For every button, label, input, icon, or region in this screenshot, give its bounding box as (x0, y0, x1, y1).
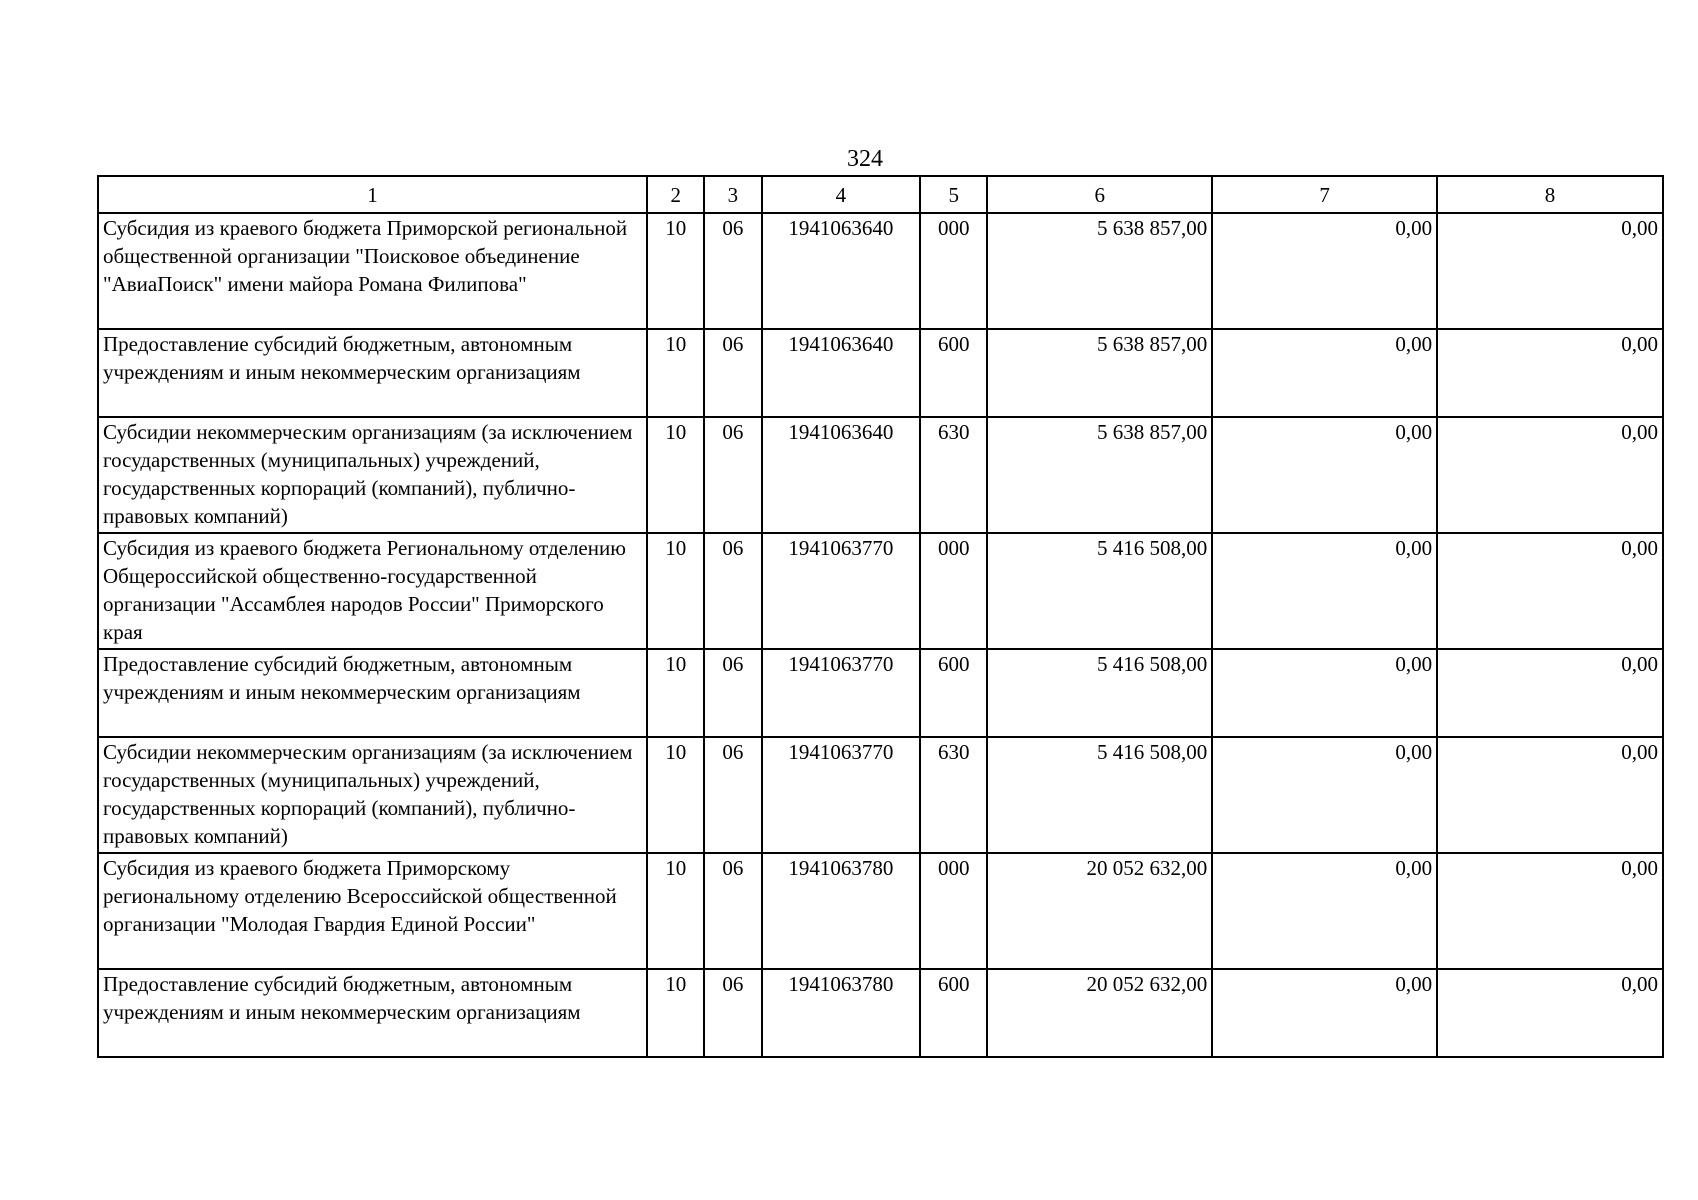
section-code: 10 (647, 213, 704, 329)
section-code: 10 (647, 737, 704, 853)
amount-col7: 0,00 (1212, 533, 1437, 649)
amount-col7: 0,00 (1212, 649, 1437, 737)
section-code: 10 (647, 649, 704, 737)
table-row (98, 853, 1663, 969)
table-row (98, 969, 1663, 1057)
row-name: Предоставление субсидий бюджетным, автономным учреждениям и иным некоммерческим организациям (98, 649, 647, 737)
column-header: 7 (1212, 176, 1437, 213)
section-code: 10 (647, 853, 704, 969)
table-row (98, 329, 1663, 417)
target-article-code: 1941063770 (762, 649, 921, 737)
subsection-code: 06 (704, 417, 761, 533)
section-code: 10 (647, 533, 704, 649)
subsection-code: 06 (704, 213, 761, 329)
amount-col6: 5 416 508,00 (987, 737, 1212, 853)
amount-col7: 0,00 (1212, 213, 1437, 329)
amount-col6: 5 638 857,00 (987, 417, 1212, 533)
amount-col7: 0,00 (1212, 329, 1437, 417)
amount-col8: 0,00 (1437, 329, 1663, 417)
amount-col6: 5 638 857,00 (987, 329, 1212, 417)
page-number: 324 (847, 146, 883, 172)
expense-type-code: 000 (920, 853, 987, 969)
subsection-code: 06 (704, 533, 761, 649)
amount-col8: 0,00 (1437, 853, 1663, 969)
table-row (98, 417, 1663, 533)
section-code: 10 (647, 329, 704, 417)
table-row (98, 533, 1663, 649)
target-article-code: 1941063640 (762, 329, 921, 417)
column-header: 5 (920, 176, 987, 213)
amount-col6: 5 416 508,00 (987, 533, 1212, 649)
column-header: 1 (98, 176, 647, 213)
subsection-code: 06 (704, 649, 761, 737)
section-code: 10 (647, 417, 704, 533)
amount-col6: 20 052 632,00 (987, 853, 1212, 969)
target-article-code: 1941063770 (762, 533, 921, 649)
header-row (98, 176, 1663, 213)
subsection-code: 06 (704, 853, 761, 969)
amount-col8: 0,00 (1437, 417, 1663, 533)
target-article-code: 1941063640 (762, 213, 921, 329)
budget-table (97, 175, 1664, 1058)
expense-type-code: 000 (920, 213, 987, 329)
column-header: 8 (1437, 176, 1663, 213)
table-row (98, 737, 1663, 853)
amount-col8: 0,00 (1437, 649, 1663, 737)
row-name: Субсидии некоммерческим организациям (за исключением государственных (муниципальных) учреждений, государственных корпораций (компаний), публично-правовых компаний) (98, 737, 647, 853)
target-article-code: 1941063780 (762, 853, 921, 969)
amount-col7: 0,00 (1212, 853, 1437, 969)
expense-type-code: 600 (920, 329, 987, 417)
column-header: 3 (704, 176, 761, 213)
expense-type-code: 600 (920, 969, 987, 1057)
subsection-code: 06 (704, 737, 761, 853)
row-name: Субсидия из краевого бюджета Приморской региональной общественной организации "Поисковое объединение "АвиаПоиск" имени майора Романа Филипова" (98, 213, 647, 329)
expense-type-code: 600 (920, 649, 987, 737)
row-name: Предоставление субсидий бюджетным, автономным учреждениям и иным некоммерческим организациям (98, 329, 647, 417)
expense-type-code: 000 (920, 533, 987, 649)
row-name: Предоставление субсидий бюджетным, автономным учреждениям и иным некоммерческим организациям (98, 969, 647, 1057)
target-article-code: 1941063770 (762, 737, 921, 853)
target-article-code: 1941063780 (762, 969, 921, 1057)
amount-col7: 0,00 (1212, 417, 1437, 533)
amount-col8: 0,00 (1437, 969, 1663, 1057)
section-code: 10 (647, 969, 704, 1057)
amount-col6: 5 638 857,00 (987, 213, 1212, 329)
amount-col8: 0,00 (1437, 737, 1663, 853)
amount-col7: 0,00 (1212, 969, 1437, 1057)
row-name: Субсидии некоммерческим организациям (за исключением государственных (муниципальных) учреждений, государственных корпораций (компаний), публично-правовых компаний) (98, 417, 647, 533)
expense-type-code: 630 (920, 417, 987, 533)
amount-col8: 0,00 (1437, 213, 1663, 329)
subsection-code: 06 (704, 329, 761, 417)
row-name: Субсидия из краевого бюджета Приморскому региональному отделению Всероссийской общественной организации "Молодая Гвардия Единой России" (98, 853, 647, 969)
amount-col8: 0,00 (1437, 533, 1663, 649)
table-row (98, 213, 1663, 329)
column-header: 6 (987, 176, 1212, 213)
amount-col6: 5 416 508,00 (987, 649, 1212, 737)
column-header: 4 (762, 176, 921, 213)
subsection-code: 06 (704, 969, 761, 1057)
amount-col6: 20 052 632,00 (987, 969, 1212, 1057)
expense-type-code: 630 (920, 737, 987, 853)
column-header: 2 (647, 176, 704, 213)
table-row (98, 649, 1663, 737)
target-article-code: 1941063640 (762, 417, 921, 533)
amount-col7: 0,00 (1212, 737, 1437, 853)
row-name: Субсидия из краевого бюджета Региональному отделению Общероссийской общественно-государственной организации "Ассамблея народов России" Приморского края (98, 533, 647, 649)
